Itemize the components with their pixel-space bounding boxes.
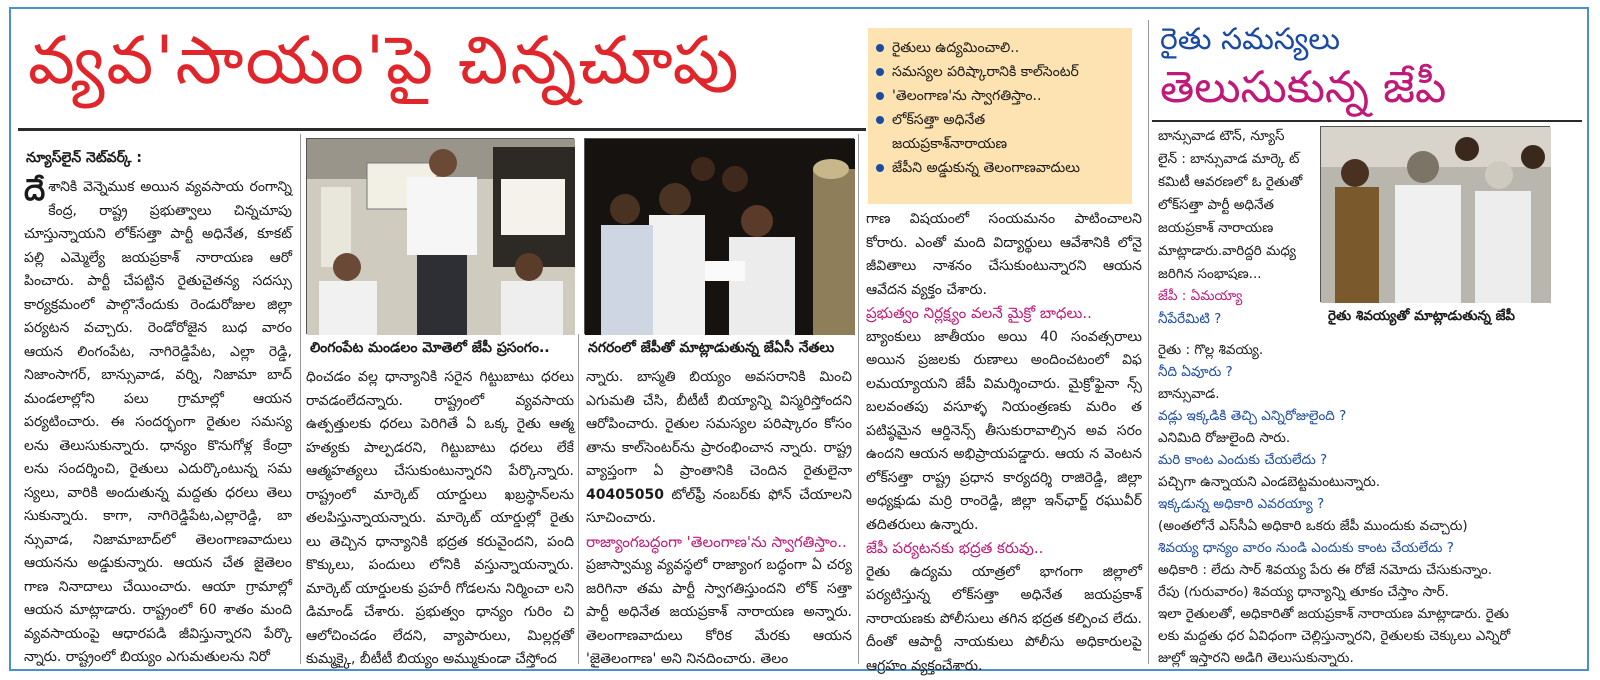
dialogue-line: వడ్లు ఇక్కడికి తెచ్చి ఎన్నిరోజులైంది ? <box>1158 408 1347 424</box>
highlight-item: సమస్యల పరిష్కారానికి కాల్‌సెంటర్ <box>876 60 1124 84</box>
article-column-1 <box>24 173 292 665</box>
article-text: రైతు ఉద్యమ యాత్రలో భాగంగా జిల్లాలో పర్యటిస్తున్న లోక్‌సత్తా అధినేత జయప్రకాశ్ నారాయణకు పోలీసులు తగిన భద్రత కల్పించ లేదు. దీంతో ఆపార్టీ నాయకులు పోలీసు అధికారులపై ఆగ్రహం వ్యక్తంచేశారు. <box>866 563 1142 674</box>
dialogue-line: ఇలా రైతులతో, అధికారితో జయప్రకాశ్ నారాయణ మాట్లాడారు. రైతు <box>1158 606 1509 622</box>
toll-free-number: 40405050 <box>586 486 664 503</box>
bullet-icon <box>876 116 884 124</box>
photo-jp-speech <box>306 138 574 334</box>
article-text: బ్యాంకులు జాతీయం అయి 40 సంవత్సరాలు అయిన ప్రజలకు రుణాలు అందించటంలో విఫ లమయ్యాయని జేపీ విమర్శించారు. మైక్రోఫైనా న్స్ బలవంతపు వసూళ్ళ నియంత్రణకు మరిం త పటిష్ఠమైన ఆర్డినెన్స్ తీసుకురావాల్సిన అవ సరం ఉందని ఆయన అభిప్రాయపడ్డారు. ఆయ న వెంటన లోక్‌సత్తా రాష్ట్ర ప్రధాన కార్యదర్శి రాజిరెడ్డి, జిల్లా అధ్యక్షుడు మర్రి రాంరెడ్డి, జిల్లా ఇన్‌ఛార్జ్ రఘువీర్ తదితరులు ఉన్నారు. <box>866 328 1142 533</box>
side-story-title: తెలుసుకున్న జేపీ <box>1160 62 1447 113</box>
intro-line: కమిటీ ఆవరణలో ఓ రైతుతో <box>1158 174 1303 190</box>
highlights-box <box>868 28 1132 204</box>
bullet-icon <box>876 92 884 100</box>
bullet-icon <box>876 44 884 52</box>
subhead: రాజ్యాంగబద్ధంగా 'తెలంగాణ'ను స్వాగతిస్తాం.. <box>586 532 847 551</box>
article-column-4 <box>866 208 1142 674</box>
intro-line: లోక్‌సత్తా పార్టీ అధినేత <box>1158 197 1275 213</box>
drop-cap: దే <box>24 173 46 208</box>
dialogue-line: రేపు (గురువారం) శివయ్య ధాన్యాన్ని తూకం చేస్తాం సార్. <box>1158 584 1449 600</box>
side-story-kicker: రైతు సమస్యలు <box>1160 22 1340 57</box>
highlight-item: రైతులు ఉద్యమించాలి.. <box>876 36 1124 60</box>
dialogue-line: రైతు : గొల్ల శివయ్య. <box>1158 342 1264 358</box>
article-column-2 <box>306 366 574 667</box>
photo-farmer-shivaiah <box>1320 126 1550 302</box>
column-divider <box>300 134 301 664</box>
highlight-item: 'తెలంగాణ'ను స్వాగతిస్తాం.. <box>876 84 1124 108</box>
article-column-3 <box>586 366 852 667</box>
highlight-item: జేపీని అడ్డుకున్న తెలంగాణవాదులు <box>876 156 1124 180</box>
article-text: న్నారు. బాస్మతి బియ్యం అవసరానికి మించి ఎగుమతి చేసి, బీటీటీ బియ్యాన్ని విస్మరిస్తోందని ఆరోపించారు. రైతుల సమస్యల పరిష్కారం కోసం తాను కాల్‌సెంటర్‌ను ప్రారంభించాన న్నారు. రాష్ట్ర వ్యాప్తంగా ఏ ప్రాంతానికి చెందిన రైతులైనా <box>586 369 852 479</box>
dialogue-line: అధికారి : లేదు సార్ శివయ్య పేరు ఈ రోజే నమోదు చేసుకున్నాం. <box>1158 562 1493 578</box>
dialogue-line: లకు మద్దతు ధర ఏవిధంగా చెల్లిస్తున్నారని, రైతులకు చెక్కులు ఎన్నిరో <box>1158 628 1511 644</box>
dialogue-line: బాన్సువాడ. <box>1158 386 1220 402</box>
bullet-icon <box>876 164 884 172</box>
intro-line: మాట్లాడారు.వారిద్దరి మధ్య <box>1158 243 1296 259</box>
dialogue-line: జేపీ : ఏమయ్యా <box>1158 288 1243 304</box>
photo-caption: లింగంపేట మండలం మోతెలో జేపీ ప్రసంగం.. <box>310 340 550 356</box>
dialogue-line: ఎనిమిది రోజులైంది సారు. <box>1158 430 1291 446</box>
dateline: న్యూస్‌లైన్ నెట్‌వర్క్ : <box>26 150 142 166</box>
dialogue-line: నీది ఏవూరు ? <box>1158 364 1233 380</box>
dialogue-line: (అంతలోనే ఎస్‌సీఏ అధికారి ఒకరు జేపీ ముందుకు వచ్చారు) <box>1158 518 1468 534</box>
highlight-item-continued: జయప్రకాశ్‌నారాయణ <box>892 136 1008 152</box>
photo-jp-speech-image <box>307 139 575 335</box>
subhead: జేపీ పర్యటనకు భద్రత కరువు.. <box>866 539 1044 557</box>
article-text: టోల్‌ఫ్రీ నంబర్‌కు ఫోన్ చేయాలని సూచించారు. <box>586 486 852 526</box>
dialogue-line: జుల్లో ఇస్తారని అడిగి తెలుసుకున్నారు. <box>1158 650 1354 666</box>
headline-rule <box>18 128 866 131</box>
article-text: ధించడం వల్ల ధాన్యానికి సరైన గిట్టుబాటు ధరలు రావడంలేదన్నారు. రాష్ట్రంలో వ్యవసాయ ఉత్పత్తులకు ధరలు పెరిగితే ఏ ఒక్క రైతు ఆత్మ హత్యకు పాల్పడరని, గిట్టుబాటు ధరలు లేకే ఆత్మహత్యలు చేసుకుంటున్నారని పేర్కొన్నారు. రాష్ట్రంలో మార్కెట్ యార్డులు ఖబ్రస్థాన్‌లను తలపిస్తున్నాయన్నారు. మార్కెట్ యార్డుల్లో రైతు లు తెచ్చిన ధాన్యానికి భద్రత కరువైందని, పంది కొక్కులు, పందులు లోనికి వస్తున్నాయన్నారు. మార్కెట్ యార్డులకు ప్రహరీ గోడలను నిర్మించా లని డిమాండ్ చేశారు. ప్రభుత్వం ధాన్యం గురిం చి ఆలోచించడం లేదని, వ్యాపారులు, మిల్లర్లతో కుమ్మక్కై, బీటీటీ బియ్యం అమ్ముకుండా చేస్తోంద <box>306 369 574 667</box>
intro-line: బాన్సువాడ టౌన్, న్యూస్ <box>1158 128 1285 144</box>
column-divider <box>578 334 579 664</box>
dialogue-line: ఇక్కడున్న అధికారి ఎవరయ్యా ? <box>1158 496 1325 512</box>
article-text: గాణ విషయంలో సంయమనం పాటించాలని కోరారు. ఎంతో మంది విద్యార్థులు ఆవేశానికి లోనై జీవితాలు నాశనం చేసుకుంటున్నారని ఆయన ఆవేదన వ్యక్తం చేశారు. <box>866 211 1142 298</box>
dialogue-line: పచ్చిగా ఉన్నాయని ఎండబెట్టమంటున్నారు. <box>1158 474 1381 490</box>
article-text: ప్రజాస్వామ్య వ్యవస్థలో రాజ్యాంగ బద్ధంగా ఏ చర్య జరిగినా తమ పార్టీ స్వాగతిస్తుందని లోక్ సత్తా పార్టీ అధినేత జయప్రకాశ్ నారాయణ అన్నారు. తెలంగాణవాదులు కోరిక మేరకు ఆయన 'జైతెలంగాణ' అని నినదించారు. తెలం <box>586 557 852 667</box>
photo-jac-leaders <box>584 138 854 334</box>
side-story-rule <box>1152 120 1582 122</box>
column-divider <box>1148 20 1149 664</box>
photo-caption: నగరంలో జేపీతో మాట్లాడుతున్న జేఏసీ నేతలు <box>588 340 835 356</box>
dialogue-line: శివయ్య ధాన్యం వారం నుండి ఎందుకు కాంట చేయలేదు ? <box>1158 540 1454 556</box>
photo-caption: రైతు శివయ్యతో మాట్లాడుతున్న జేపీ <box>1328 308 1516 324</box>
intro-line: జరిగిన సంభాషణ... <box>1158 266 1262 282</box>
headline: వ్యవ'సాయం'పై చిన్నచూపు <box>28 22 741 99</box>
highlight-item: లోక్‌సత్తా అధినేత <box>876 108 1124 132</box>
dialogue-line: మరి కాంట ఎందుకు చేయలేదు ? <box>1158 452 1328 468</box>
subhead: ప్రభుత్వం నిర్లక్ష్యం వలనే మైక్రో బాధలు.. <box>866 304 1092 322</box>
intro-line: లైన్ : బాన్సువాడ మార్కె ట్ <box>1158 151 1300 167</box>
article-text: శానికి వెన్నెముక అయిన వ్యవసాయ రంగాన్ని కేంద్ర, రాష్ట్ర ప్రభుత్వాలు చిన్నచూపు చూస్తున్నాయని లోక్‌సత్తా పార్టీ అధినేత, కూకట్ పల్లి ఎమ్మెల్యే జయప్రకాశ్ నారాయణ ఆరో పించారు. పార్టీ చేపట్టిన రైతుచైతన్య సదస్సు కార్యక్రమంలో పాల్గొనేందుకు రెండురోజుల జిల్లా పర్యటన వచ్చారు. రెండోరోజైన బుధ వారం ఆయన లింగంపేట, నాగిరెడ్డిపేట, ఎల్లా రెడ్డి, నిజాంసాగర్, బాన్సువాడ, వర్ని, నిజామా బాద్ మండలాల్లోని పలు గ్రామాల్లో ఆయన పర్యటించారు. ఈ సందర్భంగా రైతుల సమస్య లను తెలుసుకున్నారు. ధాన్యం కొనుగోళ్ల కేంద్రా లను సందర్శించి, రైతులు ఎదుర్కొంటున్న సమ స్యలు, వారికి అందుతున్న మద్దతు ధరలు తెలు సుకున్నారు. కాగా, నాగిరెడ్డిపేట,ఎల్లారెడ్డి, బా న్సువాడ, నిజామాబాద్‌లో తెలంగాణవాదులు ఆయనను అడ్డుకున్నారు. ఆయన చేత జైతెలం గాణ నినాదాలు చేయించారు. ఆయా గ్రామాల్లో ఆయన మాట్లాడారు. రాష్ట్రంలో 60 శాతం మంది వ్యవసాయంపై ఆధారపడి జీవిస్తున్నారని పేర్కొ న్నారు. రాష్ట్రంలో బియ్యం ఎగుమతులను నిరో <box>24 179 292 665</box>
column-divider <box>858 134 859 664</box>
photo-farmer-shivaiah-image <box>1321 127 1551 303</box>
photo-jac-leaders-image <box>585 139 855 335</box>
dialogue-line: నీపేరేమిటి ? <box>1158 311 1222 328</box>
intro-line: జయప్రకాశ్ నారాయణ <box>1158 220 1274 236</box>
bullet-icon <box>876 68 884 76</box>
